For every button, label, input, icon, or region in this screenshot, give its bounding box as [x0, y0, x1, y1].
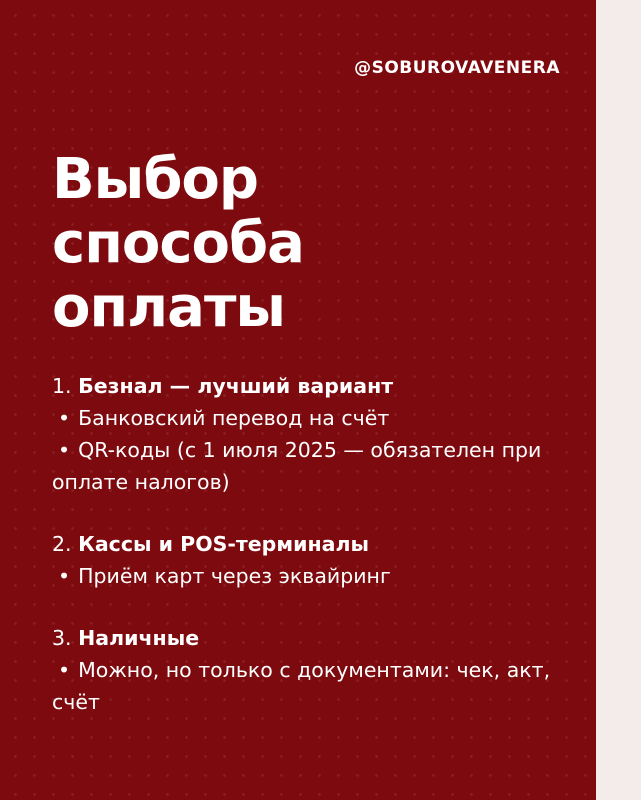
section-heading — [52, 370, 572, 402]
section-cash — [52, 622, 572, 718]
bullet-icon: • — [58, 406, 71, 430]
title-line-2: способа — [52, 211, 304, 276]
section-heading — [52, 528, 572, 560]
section-number: 2. — [52, 532, 72, 556]
list-item-text: Приём карт через эквайринг — [78, 564, 391, 588]
author-handle: @SOBUROVAVENERA — [354, 58, 560, 78]
section-heading — [52, 622, 572, 654]
bullet-icon: • — [58, 658, 71, 682]
payment-methods-list — [52, 370, 572, 748]
section-pos — [52, 528, 572, 592]
section-title: Кассы и POS-терминалы — [78, 532, 370, 556]
section-number: 3. — [52, 626, 72, 650]
section-title: Безнал — лучший вариант — [78, 374, 394, 398]
list-item — [52, 560, 572, 592]
list-item — [52, 402, 572, 434]
list-item — [52, 654, 572, 718]
title-line-1: Выбор — [52, 147, 258, 212]
list-item-text: Можно, но только с документами: чек, акт, счёт — [52, 658, 551, 714]
bullet-icon: • — [58, 438, 71, 462]
title-line-3: оплаты — [52, 275, 286, 340]
list-item-text: QR-коды (с 1 июля 2025 — обязателен при оплате налогов) — [52, 438, 542, 494]
section-number: 1. — [52, 374, 72, 398]
list-item-text: Банковский перевод на счёт — [78, 406, 390, 430]
list-item — [52, 434, 572, 498]
section-title: Наличные — [78, 626, 200, 650]
side-strip — [596, 0, 641, 800]
slide-title — [52, 148, 304, 340]
section-cashless — [52, 370, 572, 498]
bullet-icon: • — [58, 564, 71, 588]
